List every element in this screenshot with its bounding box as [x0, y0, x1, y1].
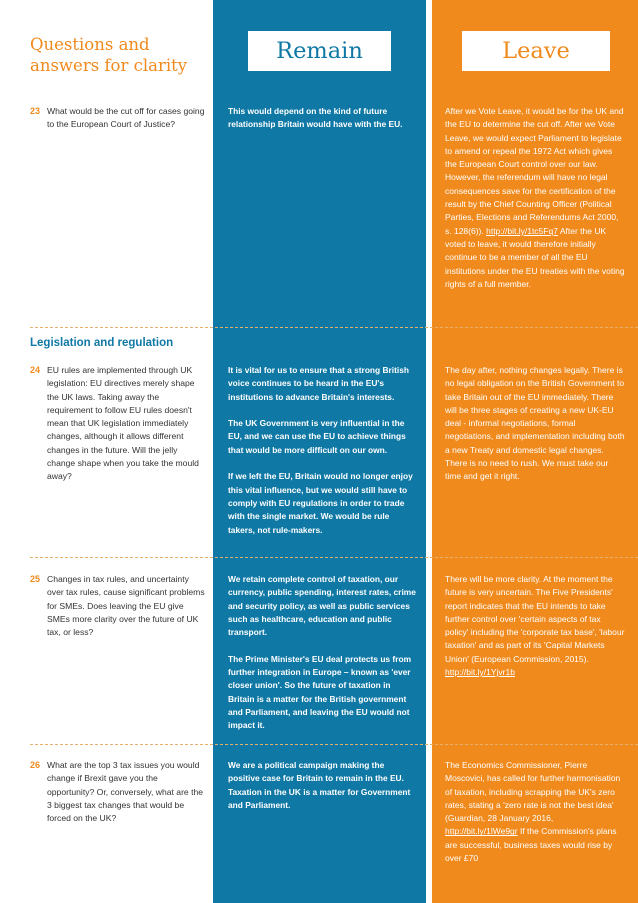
remain-answer	[228, 573, 416, 733]
question-number: 24	[30, 365, 41, 375]
leave-text: After we Vote Leave, it would be for the UK and the EU to determine the cut off. After we Vote Leave, we would expect Parliament to legislate to amend or repeal the 1972 Act which gives the European Court control over our law. However, the referendum will have no legal consequences save for the certification of the result by the Chief Counting Officer (Political Parties, Elections and Referendums Act 2000, s. 128(6)).	[445, 106, 624, 236]
question-text: What would be the cut off for cases going to the European Court of Justice?	[47, 106, 205, 130]
leave-answer	[445, 573, 625, 679]
section-title: Legislation and regulation	[30, 337, 174, 349]
leave-text: If the Commission's plans are successful, business taxes would rise by over £70	[445, 826, 617, 864]
remain-paragraph: It is vital for us to ensure that a strong British voice continues to be heard in the EU's institutions to advance Britain's interests.	[228, 365, 410, 402]
row-divider	[30, 327, 638, 328]
leave-text: After the UK voted to leave, it would therefore initially continue to be a member of all the EU institutions under the EU treaties with the voting rights of a full member.	[445, 225, 625, 289]
leave-answer	[445, 759, 625, 865]
leave-header: Leave	[462, 31, 610, 71]
source-link[interactable]: http://bit.ly/1Yjvr1b	[445, 667, 515, 678]
remain-paragraph: The UK Government is very influential in the EU, and we can use the EU to achieve things that would be more difficult on our own.	[228, 418, 406, 455]
page-title: Questions and answers for clarity	[30, 35, 188, 75]
leave-answer	[445, 105, 625, 291]
row-divider	[30, 557, 638, 558]
remain-paragraph: This would depend on the kind of future relationship Britain would have with the EU.	[228, 106, 403, 130]
remain-paragraph: We retain complete control of taxation, our currency, public spending, interest rates, crime and security policy, as well as public services such as healthcare, education and public transport.	[228, 574, 416, 638]
remain-answer	[228, 759, 416, 812]
remain-answer	[228, 105, 416, 132]
remain-answer	[228, 364, 416, 537]
question-number: 26	[30, 760, 41, 770]
leave-answer	[445, 364, 625, 484]
leave-text: The day after, nothing changes legally. There is no legal obligation on the British Government to take Britain out of the EU immediately. There will be three stages of creating a new UK-EU deal - informal negotiations, formal negotiations, and implementation including both a new Treaty and domestic legal changes. There is no need to rush. We must take our time and get it right.	[445, 365, 625, 482]
row-divider	[30, 744, 638, 745]
question-number: 25	[30, 574, 41, 584]
source-link[interactable]: http://bit.ly/1lWe9gr	[445, 826, 518, 837]
leave-text: The Economics Commissioner, Pierre Moscovici, has called for further harmonisation of taxation, including scrapping the UK's zero rates, stating a 'zero rate is not the best idea' (Guardian, 28 January 2016,	[445, 760, 621, 824]
remain-header: Remain	[248, 31, 391, 71]
question-text: What are the top 3 tax issues you would change if Brexit gave you the opportunity? Or, conversely, what are the 3 biggest tax changes that would be forced on the UK?	[47, 760, 204, 824]
question-text: EU rules are implemented through UK legislation: EU directives merely shape the UK laws. Taking away the requirement to follow EU rules doesn't mean that UK legislation immediately changes, although it allows different changes in the future. Will the jelly change shape when you take the mould away?	[47, 365, 199, 482]
leave-text: There will be more clarity. At the moment the future is very uncertain. The Five Presidents' report indicates that the EU intends to take further control over 'certain aspects of tax policy' including the 'corporate tax base', 'labour taxation' and as part of its 'Capital Markets Union' (European Commission, 2015).	[445, 574, 625, 664]
source-link[interactable]: http://bit.ly/1tc5Fq7	[486, 225, 558, 236]
remain-paragraph: The Prime Minister's EU deal protects us from further integration in Europe – known as 'ever closer union'. So the future of taxation in Britain is a matter for the British government and Parliament, and leaving the EU would not impact it.	[228, 653, 412, 731]
question-number: 23	[30, 106, 41, 116]
remain-paragraph: If we left the EU, Britain would no longer enjoy this vital influence, but we would still have to comply with EU regulations in order to trade with the single market. We would be rule takers, not rule-makers.	[228, 471, 413, 535]
remain-paragraph: We are a political campaign making the positive case for Britain to remain in the EU. Taxation in the UK is a matter for Government and Parliament.	[228, 760, 411, 810]
question-text: Changes in tax rules, and uncertainty over tax rules, cause significant problems for SMEs. Does leaving the EU give SMEs more clarity over the future of UK tax, or less?	[47, 574, 205, 638]
